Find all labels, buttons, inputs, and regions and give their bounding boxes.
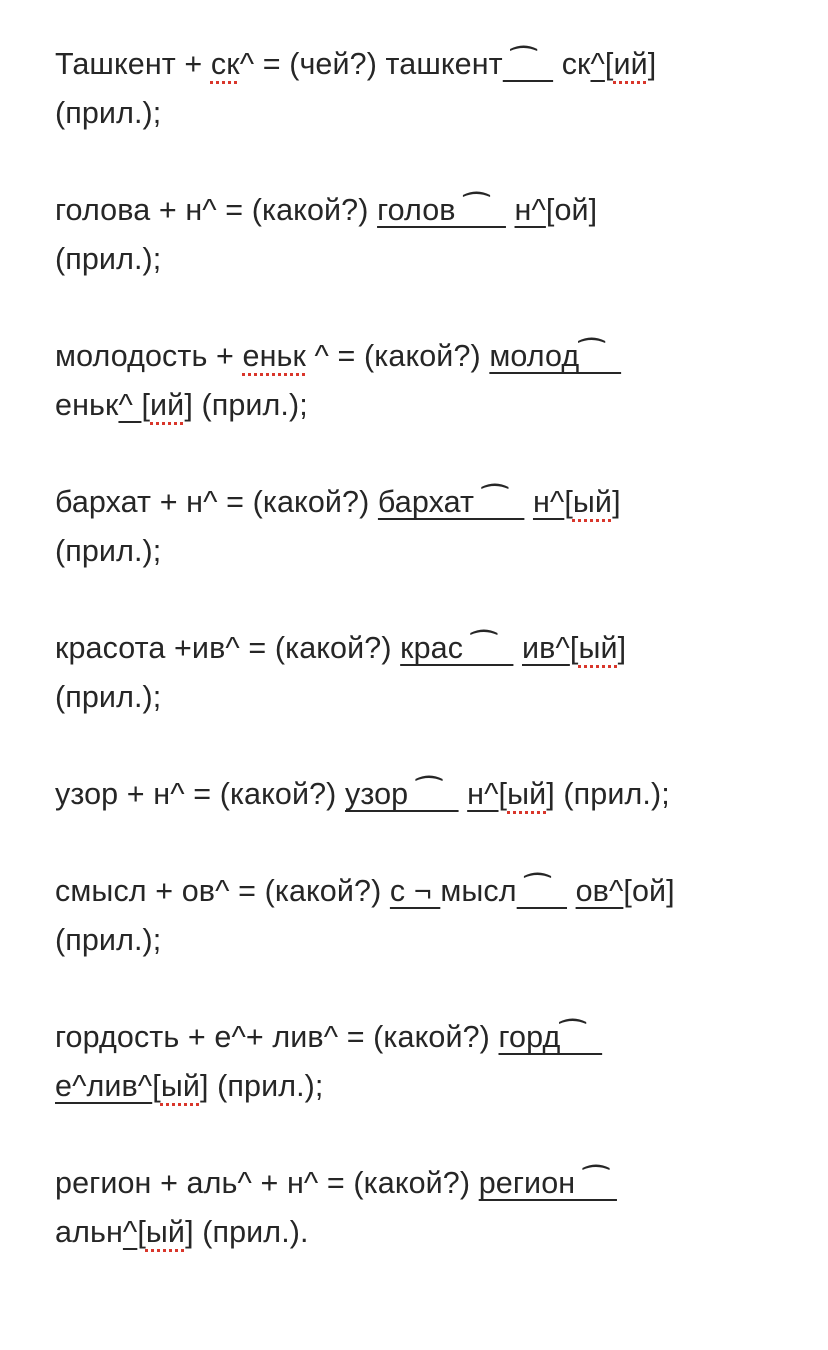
entry-line	[55, 673, 775, 722]
text-segment	[506, 193, 515, 227]
entry-line	[55, 1159, 775, 1208]
spellcheck-marked-text: ск	[210, 47, 240, 81]
text-segment: ] (прил.);	[199, 1069, 324, 1103]
text-segment: ]	[617, 631, 627, 665]
entry-line	[55, 478, 775, 527]
text-segment: [	[141, 388, 151, 422]
text-segment: [	[137, 1215, 146, 1249]
spellcheck-marked-text: ый	[578, 631, 618, 665]
spellcheck-marked-text: еньк	[55, 388, 119, 422]
word-analysis-entry	[55, 1013, 775, 1111]
entry-line	[55, 770, 775, 819]
text-segment: ] (прил.);	[546, 777, 670, 811]
document-body	[55, 40, 775, 1305]
underlined-morpheme: ^	[590, 47, 605, 81]
spellcheck-marked-text: ий	[150, 388, 185, 422]
text-segment	[513, 631, 522, 665]
text-segment: Ташкент +	[55, 47, 211, 81]
entry-line	[55, 235, 775, 284]
entry-line	[55, 332, 775, 381]
underlined-morpheme: с ¬	[389, 874, 441, 908]
text-segment	[553, 47, 562, 81]
text-segment: (прил.);	[55, 534, 162, 568]
underlined-morpheme: н^	[467, 777, 499, 811]
underlined-morpheme: горд⁀	[498, 1020, 603, 1054]
text-segment: [	[564, 485, 573, 519]
spellcheck-marked-text: еньк	[242, 339, 306, 373]
text-segment: [	[604, 47, 614, 81]
text-segment: ^ = (какой?)	[305, 339, 490, 373]
underlined-morpheme: н^	[514, 193, 546, 227]
text-segment: (прил.);	[55, 96, 162, 130]
entry-line	[55, 89, 775, 138]
entry-line	[55, 1062, 775, 1111]
underlined-morpheme: регион ⁀	[478, 1166, 617, 1200]
text-segment: регион + аль^ + н^ = (какой?)	[55, 1166, 479, 1200]
entry-line	[55, 381, 775, 430]
underlined-morpheme: н^	[532, 485, 565, 519]
word-analysis-entry	[55, 1159, 775, 1257]
spellcheck-marked-text: ый	[572, 485, 613, 519]
underlined-morpheme: ⁀	[502, 47, 554, 81]
underlined-morpheme: ^	[122, 1215, 138, 1249]
word-analysis-entry	[55, 478, 775, 576]
text-segment	[459, 777, 468, 811]
entry-line	[55, 1013, 775, 1062]
text-segment: (прил.);	[55, 242, 162, 276]
text-segment: ]	[612, 485, 621, 519]
spellcheck-marked-text: альн	[55, 1215, 123, 1249]
text-segment: узор + н^ = (какой?)	[55, 777, 346, 811]
underlined-morpheme: молод⁀	[489, 339, 622, 373]
spellcheck-marked-text: ый	[145, 1215, 186, 1249]
underlined-morpheme: ^	[118, 388, 142, 422]
entry-line	[55, 40, 775, 89]
text-segment: ] (прил.).	[185, 1215, 309, 1249]
underlined-morpheme: голов ⁀	[377, 193, 506, 227]
text-segment: смысл + ов^ = (какой?)	[55, 874, 390, 908]
underlined-morpheme: ив^	[522, 631, 570, 665]
text-segment: [	[569, 631, 579, 665]
text-segment: красота +ив^ = (какой?)	[55, 631, 401, 665]
text-segment: ]	[647, 47, 657, 81]
text-segment: ^ = (чей?)	[239, 47, 386, 81]
spellcheck-marked-text: ый	[507, 777, 547, 811]
entry-line	[55, 867, 775, 916]
underlined-morpheme: крас ⁀	[400, 631, 514, 665]
text-segment: (прил.);	[55, 680, 162, 714]
entry-line	[55, 186, 775, 235]
spellcheck-marked-text: ташкент	[385, 47, 503, 81]
spellcheck-marked-text: ый	[160, 1069, 200, 1103]
entry-line	[55, 527, 775, 576]
text-segment: голова + н^ = (какой?)	[55, 193, 378, 227]
word-analysis-entry	[55, 770, 775, 819]
entry-line	[55, 916, 775, 965]
word-analysis-entry	[55, 867, 775, 965]
underlined-morpheme: ⁀	[516, 874, 568, 908]
entry-line	[55, 1208, 775, 1257]
underlined-morpheme: узор ⁀	[345, 777, 459, 811]
spellcheck-marked-text: ск	[561, 47, 591, 81]
text-segment: [	[152, 1069, 161, 1103]
text-segment: бархат + н^ = (какой?)	[55, 485, 378, 519]
underlined-morpheme: бархат ⁀	[377, 485, 525, 519]
underlined-morpheme: е^лив^	[55, 1069, 153, 1103]
underlined-morpheme: ов^	[575, 874, 624, 908]
text-segment: [ой]	[623, 874, 675, 908]
text-segment	[567, 874, 576, 908]
text-segment: (прил.);	[55, 923, 162, 957]
spellcheck-marked-text: ий	[613, 47, 648, 81]
text-segment: гордость + е^+ лив^ = (какой?)	[55, 1020, 499, 1054]
entry-line	[55, 624, 775, 673]
text-segment	[524, 485, 533, 519]
word-analysis-entry	[55, 40, 775, 138]
spellcheck-marked-text: мысл	[440, 874, 517, 908]
text-segment: [ой]	[545, 193, 598, 227]
text-segment: ] (прил.);	[184, 388, 308, 422]
word-analysis-entry	[55, 186, 775, 284]
word-analysis-entry	[55, 332, 775, 430]
word-analysis-entry	[55, 624, 775, 722]
text-segment: [	[498, 777, 508, 811]
text-segment: молодость +	[55, 339, 243, 373]
